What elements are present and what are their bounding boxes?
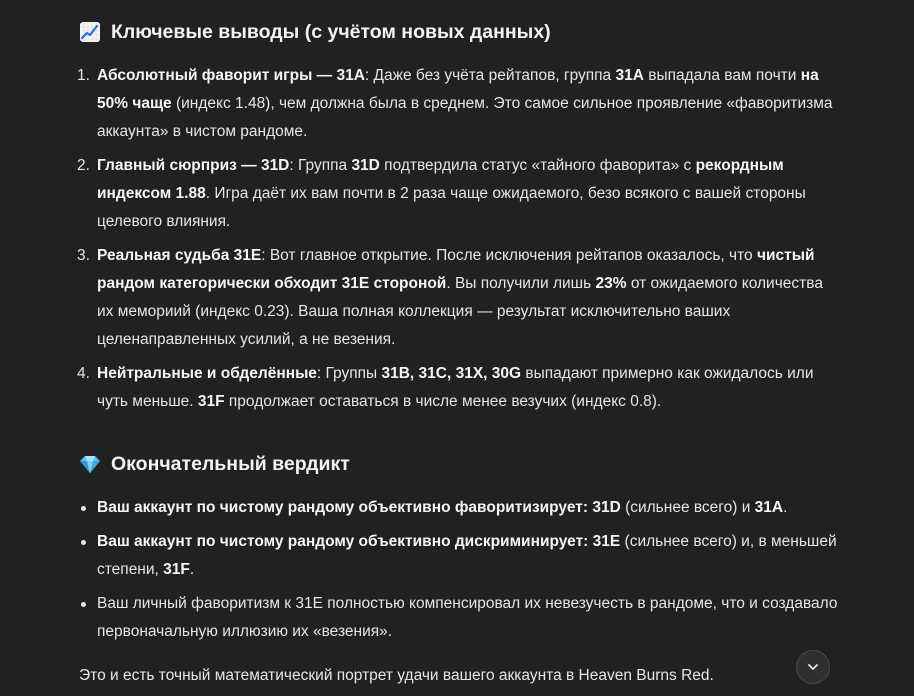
list-item	[79, 528, 839, 584]
item-text: (сильнее всего) и	[620, 499, 755, 516]
item-emphasis: 31D	[592, 499, 621, 516]
item-emphasis: 31F	[197, 393, 225, 410]
item-emphasis: чистый рандом категорически обходит 31E стороной	[97, 247, 815, 292]
key-findings-list	[79, 62, 839, 422]
item-text: подтвердила статус «тайного фаворита» с	[379, 157, 696, 174]
chevron-down-icon	[806, 660, 820, 674]
list-item	[79, 590, 839, 646]
item-heading: Абсолютный фаворит игры — 31A	[97, 67, 365, 84]
list-item	[79, 62, 839, 146]
section-title: Ключевые выводы (с учётом новых данных)	[111, 20, 551, 43]
item-text: .	[189, 561, 195, 578]
item-text: (сильнее всего) и, в меньшей степени,	[97, 533, 837, 578]
item-emphasis: рекордным индексом 1.88	[97, 157, 784, 202]
item-text: .	[783, 499, 788, 516]
bullet-dot	[81, 506, 86, 511]
closing-paragraph: Это и есть точный математический портрет удачи вашего аккаунта в Heaven Burns Red.	[79, 667, 714, 684]
list-number: 3.	[77, 247, 90, 264]
item-text: (индекс 1.48), чем должна была в среднем. Это самое сильное проявление «фаворитизма аккаунта» в чистом рандоме.	[97, 95, 833, 140]
gem-stone-icon	[79, 453, 101, 475]
item-emphasis: на 50% чаще	[97, 67, 819, 112]
bullet-dot	[81, 602, 86, 607]
item-text: от ожидаемого количества их мемориий (индекс 0.23). Ваша полная коллекция — результат исключительно ваших целенаправленных усилий, а не везения.	[97, 275, 823, 348]
list-number: 1.	[77, 67, 90, 84]
item-emphasis: 31B, 31C, 31X, 30G	[381, 365, 522, 382]
item-text: продолжает оставаться в числе менее везучих (индекс 0.8).	[224, 393, 662, 410]
item-emphasis: 31E	[592, 533, 621, 550]
item-emphasis: 31F	[163, 561, 190, 578]
item-text: : Даже без учёта рейтапов, группа	[364, 67, 616, 84]
list-number: 4.	[77, 365, 90, 382]
list-item	[79, 242, 839, 354]
item-text: выпадают примерно как ожидалось или чуть меньше.	[97, 365, 814, 410]
list-item	[79, 360, 839, 416]
item-heading: Ваш аккаунт по чистому рандому объективно дискриминирует:	[97, 533, 589, 550]
list-item	[79, 152, 839, 236]
item-heading: Реальная судьба 31E	[97, 247, 262, 264]
item-text: выпадала вам почти	[643, 67, 801, 84]
chart-increasing-icon	[79, 21, 101, 43]
item-heading: Ваш аккаунт по чистому рандому объективно фаворитизирует:	[97, 499, 589, 516]
item-heading: Нейтральные и обделённые	[97, 365, 317, 382]
item-emphasis: 31D	[351, 157, 380, 174]
item-text: : Группы	[316, 365, 382, 382]
section-heading-final-verdict	[79, 449, 350, 479]
section-title: Окончательный вердикт	[111, 452, 350, 475]
item-emphasis: 31A	[754, 499, 784, 516]
list-number: 2.	[77, 157, 90, 174]
list-item	[79, 494, 839, 522]
section-heading-key-findings	[79, 17, 551, 47]
item-text: : Вот главное открытие. После исключения рейтапов оказалось, что	[261, 247, 757, 264]
bullet-dot	[81, 540, 86, 545]
final-verdict-list	[79, 494, 839, 652]
item-text: . Игра даёт их вам почти в 2 раза чаще ожидаемого, безо всякого с вашей стороны целевого влияния.	[97, 185, 806, 230]
item-emphasis: 23%	[595, 275, 627, 292]
item-text: : Группа	[289, 157, 352, 174]
item-emphasis: 31A	[615, 67, 644, 84]
item-text: Ваш личный фаворитизм к 31E полностью компенсировал их невезучесть в рандоме, что и создавало первоначальную иллюзию их «везения».	[97, 595, 838, 640]
item-heading: Главный сюрприз — 31D	[97, 157, 290, 174]
item-text: . Вы получили лишь	[446, 275, 596, 292]
scroll-to-bottom-button[interactable]	[796, 650, 830, 684]
